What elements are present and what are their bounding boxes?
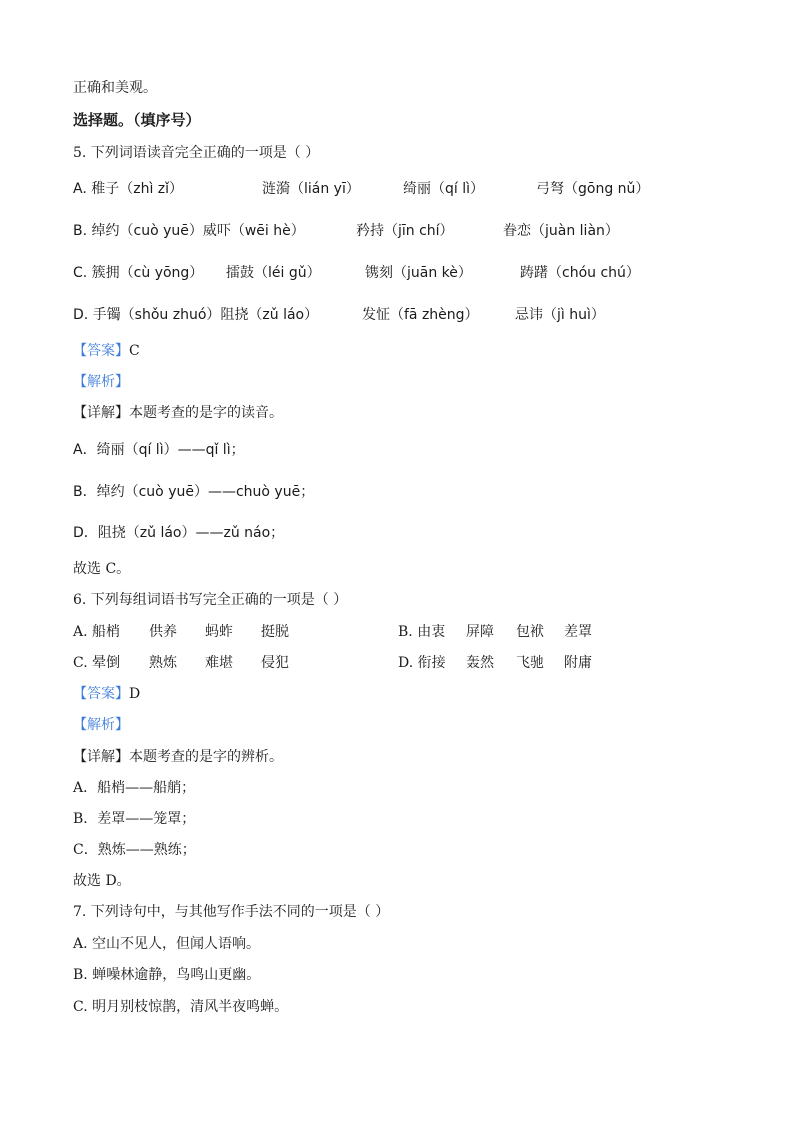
q6-word: 包袱	[516, 624, 544, 640]
q6-word: 侵犯	[261, 655, 289, 671]
q6-word: A. 船梢	[73, 624, 121, 640]
q5-answer	[73, 341, 140, 361]
detail-text: 本题考查的是字的辨析。	[129, 749, 283, 765]
q5-option-d-item: 发怔（fā zhèng）	[362, 307, 479, 323]
q5-note: A．绮丽（qí lì）——qǐ lì；	[73, 442, 245, 458]
section-title: 选择题。（填序号）	[73, 111, 201, 129]
detail-text: 本题考查的是字的读音。	[129, 405, 283, 421]
answer-value: C	[129, 343, 140, 359]
q6-note: B．差罩——笼罩；	[73, 811, 196, 827]
q6-word: D. 衔接	[398, 655, 446, 671]
q6-note: C．熟炼——熟练；	[73, 842, 196, 858]
detail-tag: 【详解】	[73, 749, 129, 765]
answer-tag: 【答案】	[73, 686, 129, 702]
q6-note: A．船梢——船艄；	[73, 780, 196, 796]
q6-word: 熟炼	[149, 655, 177, 671]
q7-option-a: A. 空山不见人，但闻人语响。	[73, 936, 261, 952]
q6-word: 飞驰	[516, 655, 544, 671]
q5-option-a-item: A. 稚子（zhì zǐ）	[73, 181, 184, 197]
q5-note: B．绰约（cuò yuē）——chuò yuē；	[73, 484, 315, 500]
answer-tag: 【答案】	[73, 343, 129, 359]
q5-option-c-item: 镌刻（juān kè）	[365, 265, 472, 281]
q5-option-c-item: 踌躇（chóu chú）	[520, 265, 640, 281]
q7-stem: 7. 下列诗句中，与其他写作手法不同的一项是（ ）	[73, 904, 390, 920]
q5-analysis-tag: 【解析】	[73, 374, 129, 390]
q5-detail	[73, 403, 283, 423]
q5-option-d-item: D. 手镯（shǒu zhuó）阻挠（zǔ láo）	[73, 307, 319, 323]
detail-tag: 【详解】	[73, 405, 129, 421]
q5-option-c-item: 擂鼓（léi gǔ）	[226, 265, 321, 281]
q6-detail	[73, 747, 283, 767]
q6-conclusion: 故选 D。	[73, 873, 131, 889]
q6-word: 轰然	[466, 655, 494, 671]
q6-word: 难堪	[205, 655, 233, 671]
q6-word: 挺脱	[261, 624, 289, 640]
q6-word: 屏障	[466, 624, 494, 640]
q6-answer	[73, 684, 140, 704]
q5-stem: 5. 下列词语读音完全正确的一项是（ ）	[73, 145, 320, 161]
q6-stem: 6. 下列每组词语书写完全正确的一项是（ ）	[73, 592, 348, 608]
q6-word: 附庸	[564, 655, 592, 671]
q6-word: 蚂蚱	[205, 624, 233, 640]
q6-word: C. 晕倒	[73, 655, 121, 671]
q5-option-a-item: 绮丽（qí lì）	[403, 181, 485, 197]
q5-option-b-item: 矜持（jīn chí）	[356, 223, 454, 239]
q5-option-b-item: 眷恋（juàn liàn）	[503, 223, 619, 239]
q5-option-b-item: B. 绰约（cuò yuē）威吓（wēi hè）	[73, 223, 305, 239]
q5-option-d-item: 忌讳（jì huì）	[515, 307, 605, 323]
q6-word: B. 由衷	[398, 624, 446, 640]
q6-word: 差罩	[564, 624, 592, 640]
q7-option-b: B. 蝉噪林逾静，鸟鸣山更幽。	[73, 967, 261, 983]
q5-conclusion: 故选 C。	[73, 561, 131, 577]
q6-analysis-tag: 【解析】	[73, 717, 129, 733]
q6-word: 供养	[149, 624, 177, 640]
intro-tail: 正确和美观。	[73, 80, 157, 96]
answer-value: D	[129, 686, 141, 702]
q5-option-c-item: C. 簇拥（cù yōng）	[73, 265, 204, 281]
q5-note: D．阻挠（zǔ láo）——zǔ náo；	[73, 525, 285, 541]
q7-option-c: C. 明月别枝惊鹊，清风半夜鸣蝉。	[73, 999, 289, 1015]
q5-option-a-item: 弓弩（gōng nǔ）	[536, 181, 650, 197]
q5-option-a-item: 涟漪（lián yī）	[262, 181, 360, 197]
